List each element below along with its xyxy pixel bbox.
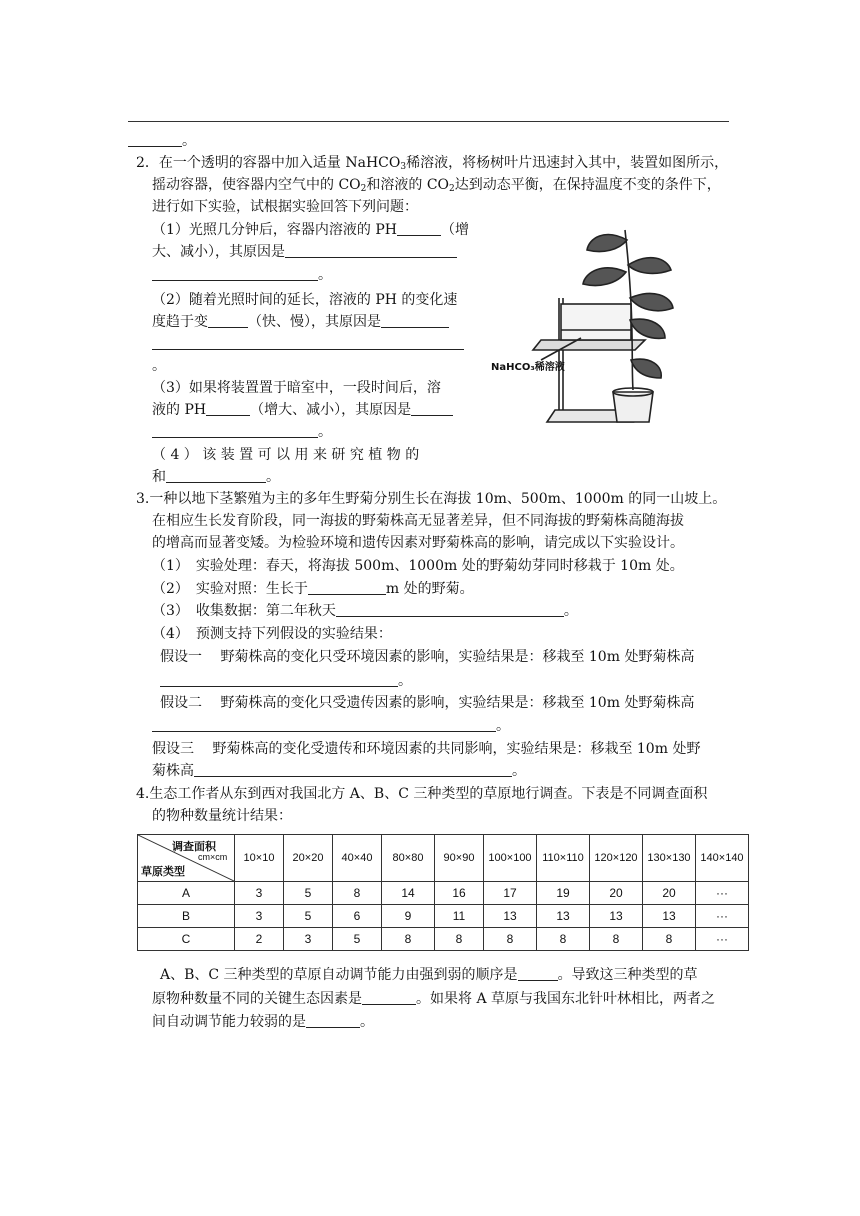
species-count-cell: 3 (235, 882, 284, 905)
answer-blank[interactable] (306, 1012, 360, 1028)
corner-unit-label: cm×cm (198, 852, 228, 862)
species-count-cell: 13 (537, 905, 590, 928)
q2-part2-line3 (152, 333, 464, 355)
q2-part4-line1: （ 4 ） 该 装 置 可 以 用 来 研 究 植 物 的 (152, 447, 420, 463)
species-count-cell: 8 (435, 928, 484, 951)
table-corner-cell (138, 835, 235, 882)
column-header: 140×140 (696, 835, 749, 882)
species-count-cell: 13 (590, 905, 643, 928)
answer-blank[interactable] (166, 467, 266, 483)
q3-intro-line2: 在相应生长发育阶段，同一海拔的野菊株高无显著差异，但不同海拔的野菊株高随海拔 (152, 513, 684, 529)
species-count-cell: 8 (590, 928, 643, 951)
answer-blank[interactable] (160, 671, 398, 687)
species-count-cell: 8 (643, 928, 696, 951)
answer-blank[interactable] (411, 400, 453, 416)
q2-part2-line2: 度趋于变 （快、慢），其原因是 (152, 311, 449, 333)
species-count-cell: 3 (235, 905, 284, 928)
answer-blank[interactable] (518, 965, 558, 981)
answer-blank[interactable] (397, 220, 441, 236)
q2-part1-line3: 。 (152, 264, 332, 286)
column-header: 80×80 (382, 835, 435, 882)
q3-intro-line1: 3.一种以地下茎繁殖为主的多年生野菊分别生长在海拔 10m、500m、1000m 的同一山坡上。 (136, 491, 727, 507)
hypothesis-1-answer: 。 (160, 670, 412, 692)
hypothesis-3-line2: 菊株高 。 (152, 763, 526, 779)
figure-label: NaHCO₃稀溶液 (491, 362, 565, 373)
grassland-type-cell: A (138, 882, 235, 905)
species-count-cell: ··· (696, 928, 749, 951)
species-count-cell: 13 (484, 905, 537, 928)
column-header: 20×20 (284, 835, 333, 882)
q2-part2-line1: （2）随着光照时间的延长，溶液的 PH 的变化速 (152, 292, 458, 308)
species-count-cell: 2 (235, 928, 284, 951)
hypothesis-1: 假设一 野菊株高的变化只受环境因素的影响，实验结果是：移栽至 10m 处野菊株高 (160, 649, 695, 665)
answer-blank[interactable] (362, 989, 416, 1005)
table-header-row (138, 835, 749, 882)
q4-answer-line2: 原物种数量不同的关键生态因素是 。如果将 A 草原与我国东北针叶林相比，两者之 (152, 991, 716, 1007)
column-header: 110×110 (537, 835, 590, 882)
table-row (138, 928, 749, 951)
species-count-cell: 3 (284, 928, 333, 951)
table-row (138, 882, 749, 905)
hypothesis-2-answer: 。 (152, 715, 510, 737)
species-count-cell: 8 (333, 882, 382, 905)
species-count-cell: 8 (484, 928, 537, 951)
column-header: 120×120 (590, 835, 643, 882)
species-count-cell: 20 (590, 882, 643, 905)
grassland-type-cell: C (138, 928, 235, 951)
species-count-cell: 16 (435, 882, 484, 905)
species-count-cell: 9 (382, 905, 435, 928)
answer-blank[interactable] (381, 312, 449, 328)
table-row (138, 905, 749, 928)
q2-part1-line2: 大、减小），其原因是 (152, 241, 457, 263)
answer-blank[interactable] (194, 761, 512, 777)
q2-intro-line3: 进行如下实验，试根据实验回答下列问题： (152, 199, 418, 215)
answer-blank[interactable] (336, 601, 564, 617)
q2-part2-end: 。 (152, 358, 166, 374)
species-count-cell: 13 (643, 905, 696, 928)
species-count-cell: 14 (382, 882, 435, 905)
species-count-cell: 17 (484, 882, 537, 905)
q4-answer-line1: A、B、C 三种类型的草原自动调节能力由强到弱的顺序是 。导致这三种类型的草 (160, 967, 698, 983)
species-count-cell: 11 (435, 905, 484, 928)
species-count-cell: 8 (537, 928, 590, 951)
q2-part4-line2: 和 。 (152, 469, 280, 485)
q2-part3-line2: 液的 PH （增大、减小），其原因是 (152, 399, 453, 421)
q4-intro-line2: 的物种数量统计结果： (152, 808, 292, 824)
answer-blank[interactable] (308, 579, 386, 595)
q2-part1-line1: （1）光照几分钟后，容器内溶液的 PH （增 (152, 222, 469, 238)
answer-blank[interactable] (152, 422, 318, 438)
q2-part3-line1: （3）如果将装置置于暗室中，一段时间后，溶 (152, 380, 441, 396)
species-count-cell: 6 (333, 905, 382, 928)
q2-intro-line1: 2．在一个透明的容器中加入适量 NaHCO$_3$稀溶液，将杨树叶片迅速封入其中，装置如图所示， (136, 155, 729, 172)
species-count-cell: 5 (333, 928, 382, 951)
species-count-cell: 20 (643, 882, 696, 905)
q3-step2: （2） 实验对照：生长于 m 处的野菊。 (152, 581, 474, 597)
answer-blank[interactable] (208, 312, 248, 328)
species-count-cell: 5 (284, 905, 333, 928)
answer-blank[interactable] (152, 265, 318, 281)
q2-intro-line2: 摇动容器，使容器内空气中的 $CO_2$和溶液的 $CO_2$达到动态平衡，在保持温度不变的条件下， (152, 177, 721, 194)
hypothesis-2: 假设二 野菊株高的变化只受遗传因素的影响，实验结果是：移栽至 10m 处野菊株高 (160, 695, 695, 711)
species-count-cell: 8 (382, 928, 435, 951)
header-rule (128, 121, 729, 122)
q3-step1: （1） 实验处理：春天，将海拔 500m、1000m 处的野菊幼芽同时移栽于 10m 处。 (152, 558, 684, 574)
column-header: 90×90 (435, 835, 484, 882)
q3-step3: （3） 收集数据：第二年秋天 。 (152, 603, 578, 619)
corner-top-label: 调查面积 (172, 841, 216, 853)
answer-blank[interactable] (206, 400, 250, 416)
column-header: 10×10 (235, 835, 284, 882)
answer-blank[interactable] (152, 334, 464, 350)
q3-intro-line3: 的增高而显著变矮。为检验环境和遗传因素对野菊株高的影响，请完成以下实验设计。 (152, 535, 684, 551)
q3-step4: （4） 预测支持下列假设的实验结果： (152, 626, 392, 642)
q4-intro-line1: 4.生态工作者从东到西对我国北方 A、B、C 三种类型的草原地行调查。下表是不同调查面积 (136, 786, 708, 802)
previous-answer-line: 。 (128, 130, 196, 152)
column-header: 100×100 (484, 835, 537, 882)
answer-blank[interactable] (152, 716, 496, 732)
apparatus-figure (485, 210, 685, 432)
species-count-cell: 5 (284, 882, 333, 905)
q4-answer-line3: 间自动调节能力较弱的是 。 (152, 1014, 374, 1030)
species-count-cell: ··· (696, 882, 749, 905)
answer-blank[interactable] (285, 242, 457, 258)
grassland-type-cell: B (138, 905, 235, 928)
species-survey-table (137, 834, 749, 951)
column-header: 40×40 (333, 835, 382, 882)
corner-left-label: 草原类型 (141, 866, 185, 878)
q2-part3-line3: 。 (152, 421, 332, 443)
hypothesis-3-line1: 假设三 野菊株高的变化受遗传和环境因素的共同影响，实验结果是：移栽至 10m 处野 (152, 741, 701, 757)
species-count-cell: ··· (696, 905, 749, 928)
column-header: 130×130 (643, 835, 696, 882)
species-count-cell: 19 (537, 882, 590, 905)
plant-apparatus-illustration (485, 210, 685, 432)
